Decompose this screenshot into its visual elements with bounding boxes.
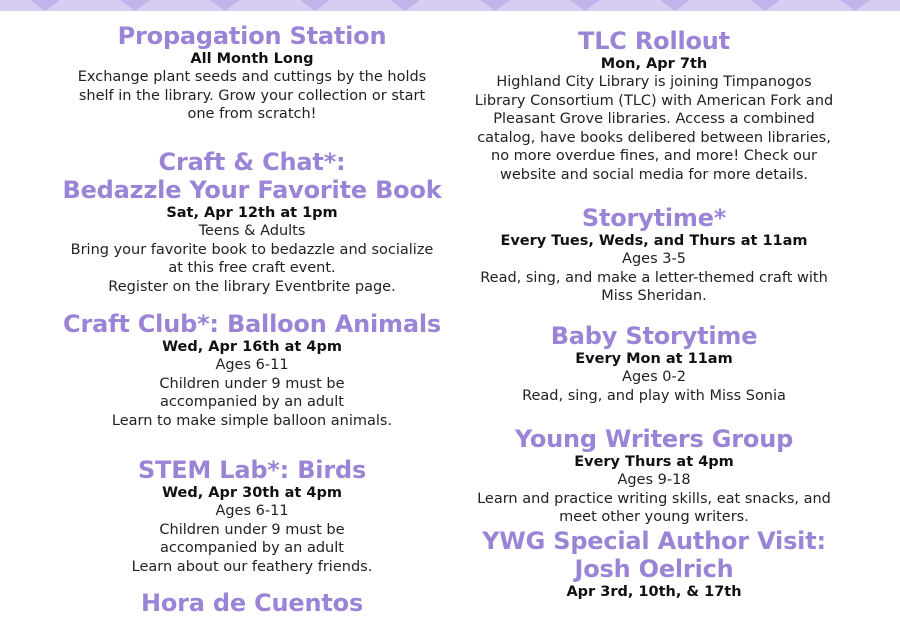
event-title: Baby Storytime	[550, 322, 758, 350]
event-description: shelf in the library. Grow your collection or start	[78, 87, 426, 104]
event-description: Children under 9 must be	[159, 521, 345, 538]
event-description: accompanied by an adult	[160, 394, 344, 410]
event-date: Every Mon at 11am	[575, 351, 733, 367]
event-description: website and social media for more details.	[499, 166, 809, 183]
event-audience: Ages 6-11	[215, 357, 289, 373]
event-description: Miss Sheridan.	[601, 288, 707, 304]
event-description: meet other young writers.	[559, 509, 749, 525]
event-title: Bedazzle Your Favorite Book	[62, 176, 442, 204]
event-description: accompanied by an adult	[160, 540, 344, 556]
event-title: Young Writers Group	[514, 425, 794, 453]
event-audience: Ages 0-2	[622, 369, 686, 385]
event-propagation-station	[52, 22, 452, 124]
event-audience: Teens & Adults	[198, 223, 306, 239]
event-title: Propagation Station	[117, 22, 387, 50]
event-title: Craft Club*: Balloon Animals	[63, 310, 441, 338]
event-title: Storytime*	[581, 204, 727, 232]
event-audience: Ages 9-18	[617, 472, 691, 488]
event-title: Craft & Chat*:	[158, 148, 346, 176]
event-description: Read, sing, and play with Miss Sonia	[522, 387, 786, 404]
event-title: Hora de Cuentos	[140, 589, 364, 617]
event-description: Read, sing, and make a letter-themed craft with	[480, 269, 828, 286]
event-date: Wed, Apr 16th at 4pm	[162, 339, 342, 355]
event-craft-club	[52, 310, 452, 430]
event-title: TLC Rollout	[578, 27, 730, 55]
event-storytime	[458, 204, 850, 306]
event-audience: Ages 6-11	[215, 503, 289, 519]
event-description: Highland City Library is joining Timpanogos	[496, 74, 812, 90]
event-description: Children under 9 must be	[159, 375, 345, 392]
event-young-writers-group	[458, 425, 850, 527]
event-ywg-author-visit	[458, 527, 850, 601]
event-title: Josh Oelrich	[574, 555, 734, 583]
event-description: catalog, have books delibered between libraries,	[477, 129, 831, 146]
event-description: Learn and practice writing skills, eat snacks, and	[477, 490, 831, 507]
event-description: Learn to make simple balloon animals.	[111, 412, 393, 429]
event-date: Sat, Apr 12th at 1pm	[166, 205, 338, 221]
event-stem-lab	[52, 456, 452, 576]
event-date: Wed, Apr 30th at 4pm	[162, 485, 342, 501]
event-date: Every Thurs at 4pm	[574, 454, 734, 470]
event-description: Exchange plant seeds and cuttings by the holds	[77, 69, 427, 85]
event-date: Every Tues, Weds, and Thurs at 11am	[500, 233, 808, 249]
event-craft-and-chat	[52, 148, 452, 296]
event-date: Mon, Apr 7th	[600, 56, 708, 72]
event-description: Learn about our feathery friends.	[131, 558, 373, 575]
diamond-border-icon	[0, 0, 900, 11]
decorative-top-border	[0, 0, 900, 11]
event-baby-storytime	[458, 322, 850, 405]
event-date: Apr 3rd, 10th, & 17th	[566, 584, 742, 600]
event-description: no more overdue fines, and more! Check our	[491, 148, 817, 164]
event-description: Register on the library Eventbrite page.	[108, 278, 396, 295]
event-date: All Month Long	[190, 51, 314, 67]
event-title: STEM Lab*: Birds	[137, 456, 367, 484]
event-description: Pleasant Grove libraries. Access a combined	[493, 111, 815, 127]
event-description: at this free craft event.	[168, 260, 336, 276]
event-audience: Ages 3-5	[622, 251, 686, 267]
event-hora-de-cuentos	[52, 589, 452, 617]
event-description: Bring your favorite book to bedazzle and socialize	[70, 241, 434, 258]
event-description: one from scratch!	[187, 106, 317, 122]
event-tlc-rollout	[458, 27, 850, 184]
event-title: YWG Special Author Visit:	[482, 527, 826, 555]
event-description: Library Consortium (TLC) with American Fork and	[474, 92, 834, 109]
